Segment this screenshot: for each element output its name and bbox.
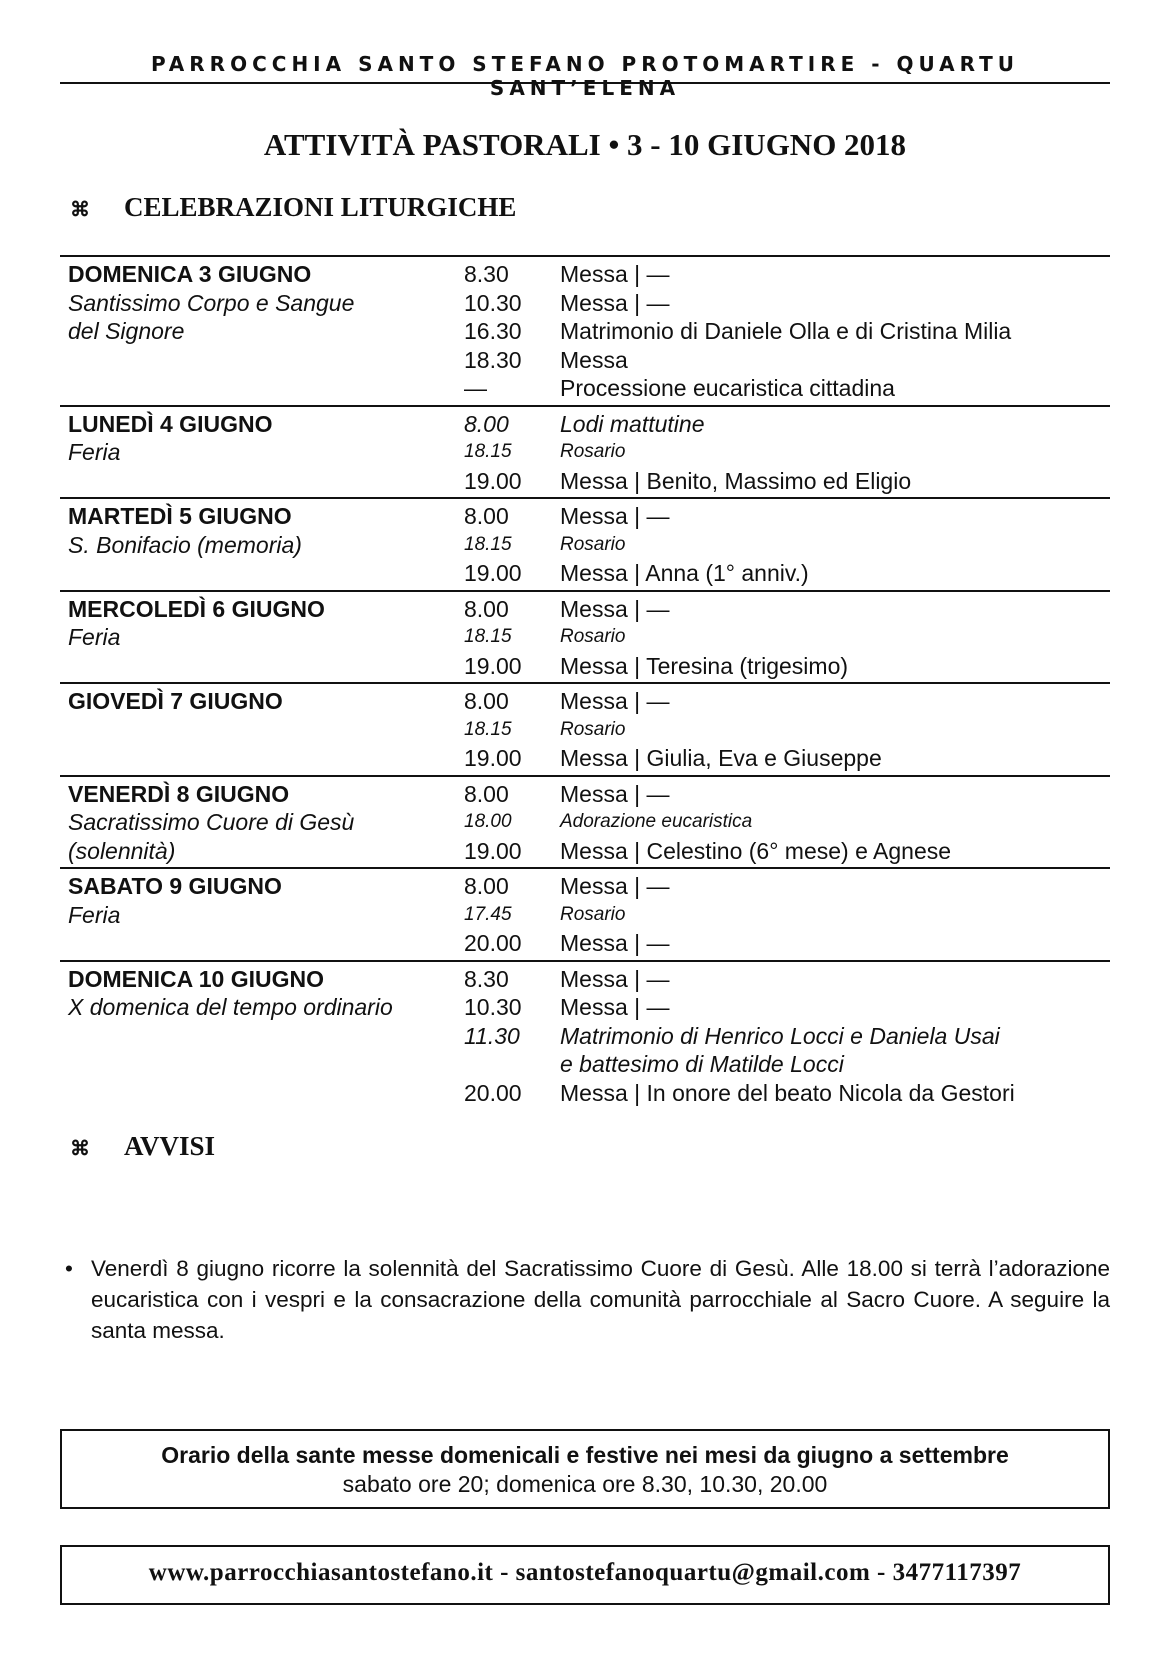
event-time: 19.00	[464, 467, 522, 494]
section-label: AVVISI	[124, 1131, 216, 1161]
section-heading-liturgy	[70, 192, 516, 223]
event-time: 8.00	[464, 503, 509, 529]
event-description: Messa | —	[560, 780, 670, 807]
day-block	[60, 405, 1110, 498]
day-block	[60, 497, 1110, 590]
day-block	[60, 960, 1110, 1110]
event-time: 18.15	[464, 718, 512, 740]
schedule-row	[60, 467, 1110, 496]
day-description: Feria	[68, 439, 121, 465]
day-name: LUNEDÌ 4 GIUGNO	[68, 410, 273, 437]
event-description: Messa | —	[560, 873, 670, 899]
schedule-row	[60, 317, 1110, 346]
day-description: S. Bonifacio (memoria)	[68, 531, 302, 558]
event-description: Messa | Celestino (6° mese) e Agnese	[560, 837, 952, 864]
mass-schedule-title: Orario della sante messe domenicali e festive nei mesi da giugno a settembre	[161, 1442, 1009, 1468]
event-time: 8.00	[464, 688, 509, 714]
event-time: 19.00	[464, 837, 522, 864]
event-description: Messa | —	[560, 688, 670, 714]
schedule-row	[60, 559, 1110, 588]
schedule-row	[60, 289, 1110, 318]
event-time: 11.30	[464, 1022, 520, 1049]
event-description: Messa | —	[560, 965, 670, 992]
event-time: 18.15	[464, 626, 512, 647]
event-time: 19.00	[464, 560, 522, 586]
event-description: Messa | —	[560, 503, 670, 529]
event-time: 20.00	[464, 1079, 522, 1106]
event-description: Rosario	[560, 718, 626, 740]
event-description: Messa | Teresina (trigesimo)	[560, 652, 849, 679]
notice-text: Venerdì 8 giugno ricorre la solennità del Sacratissimo Cuore di Gesù. Alle 18.00 si terrà l’adorazione eucaristica con i vespri e la consacrazione della comunità parrocchiale al Sacro Cuore. A seguire la santa messa.	[91, 1256, 1110, 1343]
schedule-row	[60, 744, 1110, 773]
event-description: Messa | —	[560, 595, 670, 622]
event-time: 19.00	[464, 652, 522, 679]
mass-schedule-hours: sabato ore 20; domenica ore 8.30, 10.30, 20.00	[342, 1471, 828, 1497]
page-title: ATTIVITÀ PASTORALI • 3 - 10 GIUGNO 2018	[263, 127, 907, 162]
event-description: Messa	[560, 346, 628, 373]
schedule-row	[60, 780, 1110, 809]
day-name: SABATO 9 GIUGNO	[68, 873, 282, 899]
day-name: GIOVEDÌ 7 GIUGNO	[68, 688, 283, 714]
event-time: 20.00	[464, 930, 522, 956]
event-time: —	[464, 375, 487, 401]
cross-bullet-icon: ⌘	[70, 1138, 90, 1160]
event-description: Messa | Giulia, Eva e Giuseppe	[560, 745, 882, 771]
day-name: DOMENICA 3 GIUGNO	[68, 261, 312, 287]
day-name: DOMENICA 10 GIUGNO	[68, 965, 325, 992]
schedule-row	[60, 837, 1110, 866]
event-description: Messa | —	[560, 930, 670, 956]
parish-name: PARROCCHIA SANTO STEFANO PROTOMARTIRE - QUARTU SANT’ELENA	[150, 52, 1020, 100]
bullet-icon: •	[65, 1256, 73, 1281]
day-description: del Signore	[68, 318, 185, 344]
event-description: Messa | In onore del beato Nicola da Gestori	[560, 1079, 1015, 1106]
event-time: 8.00	[464, 595, 509, 622]
day-description: X domenica del tempo ordinario	[68, 994, 393, 1020]
event-time: 8.00	[464, 780, 509, 807]
liturgy-schedule	[60, 255, 1110, 1109]
day-description: Feria	[68, 624, 121, 650]
schedule-row	[60, 1079, 1110, 1108]
event-description: Messa | —	[560, 994, 670, 1020]
event-description: Rosario	[560, 533, 626, 555]
event-time: 8.00	[464, 410, 509, 437]
schedule-row	[60, 872, 1110, 901]
event-time: 17.45	[464, 903, 512, 925]
event-time: 8.30	[464, 965, 509, 992]
schedule-row	[60, 901, 1110, 930]
schedule-row	[60, 346, 1110, 375]
event-description: Rosario	[560, 441, 626, 462]
cross-bullet-icon: ⌘	[70, 199, 90, 221]
schedule-row	[60, 623, 1110, 652]
day-description: Santissimo Corpo e Sangue	[68, 289, 355, 316]
day-block	[60, 682, 1110, 775]
event-description: Adorazione eucaristica	[560, 811, 753, 832]
schedule-row	[60, 929, 1110, 958]
event-description: Processione eucaristica cittadina	[560, 375, 895, 401]
schedule-row	[60, 1050, 1110, 1079]
day-name: MERCOLEDÌ 6 GIUGNO	[68, 595, 325, 622]
schedule-row	[60, 410, 1110, 439]
schedule-row	[60, 438, 1110, 467]
day-block	[60, 590, 1110, 683]
day-name: MARTEDÌ 5 GIUGNO	[68, 503, 292, 529]
event-description: e battesimo di Matilde Locci	[560, 1051, 844, 1077]
event-time: 10.30	[464, 289, 522, 316]
day-block	[60, 867, 1110, 960]
event-description: Matrimonio di Henrico Locci e Daniela Usai	[560, 1022, 1000, 1049]
event-description: Messa | —	[560, 289, 670, 316]
schedule-row	[60, 374, 1110, 403]
event-description: Messa | Benito, Massimo ed Eligio	[560, 467, 912, 494]
day-description: Sacratissimo Cuore di Gesù	[68, 809, 355, 835]
event-description: Rosario	[560, 903, 626, 925]
event-description: Lodi mattutine	[560, 410, 705, 437]
day-block	[60, 255, 1110, 405]
event-time: 19.00	[464, 745, 522, 771]
schedule-row	[60, 595, 1110, 624]
event-description: Messa | —	[560, 261, 670, 287]
event-time: 18.15	[464, 441, 512, 462]
notice-item	[65, 1253, 1110, 1346]
day-name: VENERDÌ 8 GIUGNO	[68, 780, 290, 807]
schedule-row	[60, 1022, 1110, 1051]
schedule-row	[60, 965, 1110, 994]
schedule-row	[60, 502, 1110, 531]
day-description: (solennità)	[68, 837, 176, 864]
schedule-row	[60, 652, 1110, 681]
event-time: 18.00	[464, 811, 512, 832]
event-time: 16.30	[464, 318, 522, 344]
schedule-row	[60, 993, 1110, 1022]
contact-info: www.parrocchiasantostefano.it - santostefanoquartu@gmail.com - 3477117397	[148, 1559, 1022, 1586]
event-description: Rosario	[560, 626, 626, 647]
schedule-row	[60, 808, 1110, 837]
event-time: 8.30	[464, 261, 509, 287]
event-time: 8.00	[464, 873, 509, 899]
day-description: Feria	[68, 901, 121, 928]
schedule-row	[60, 260, 1110, 289]
section-label: CELEBRAZIONI LITURGICHE	[124, 192, 517, 222]
event-time: 18.15	[464, 533, 512, 555]
header-divider	[60, 82, 1110, 84]
contact-box	[60, 1545, 1110, 1605]
event-description: Messa | Anna (1° anniv.)	[560, 560, 809, 586]
schedule-row	[60, 716, 1110, 745]
schedule-row	[60, 687, 1110, 716]
schedule-row	[60, 531, 1110, 560]
mass-schedule-box	[60, 1429, 1110, 1509]
event-time: 10.30	[464, 994, 522, 1020]
day-block	[60, 775, 1110, 868]
event-description: Matrimonio di Daniele Olla e di Cristina Milia	[560, 318, 1012, 344]
section-heading-notices	[70, 1131, 215, 1162]
event-time: 18.30	[464, 346, 522, 373]
